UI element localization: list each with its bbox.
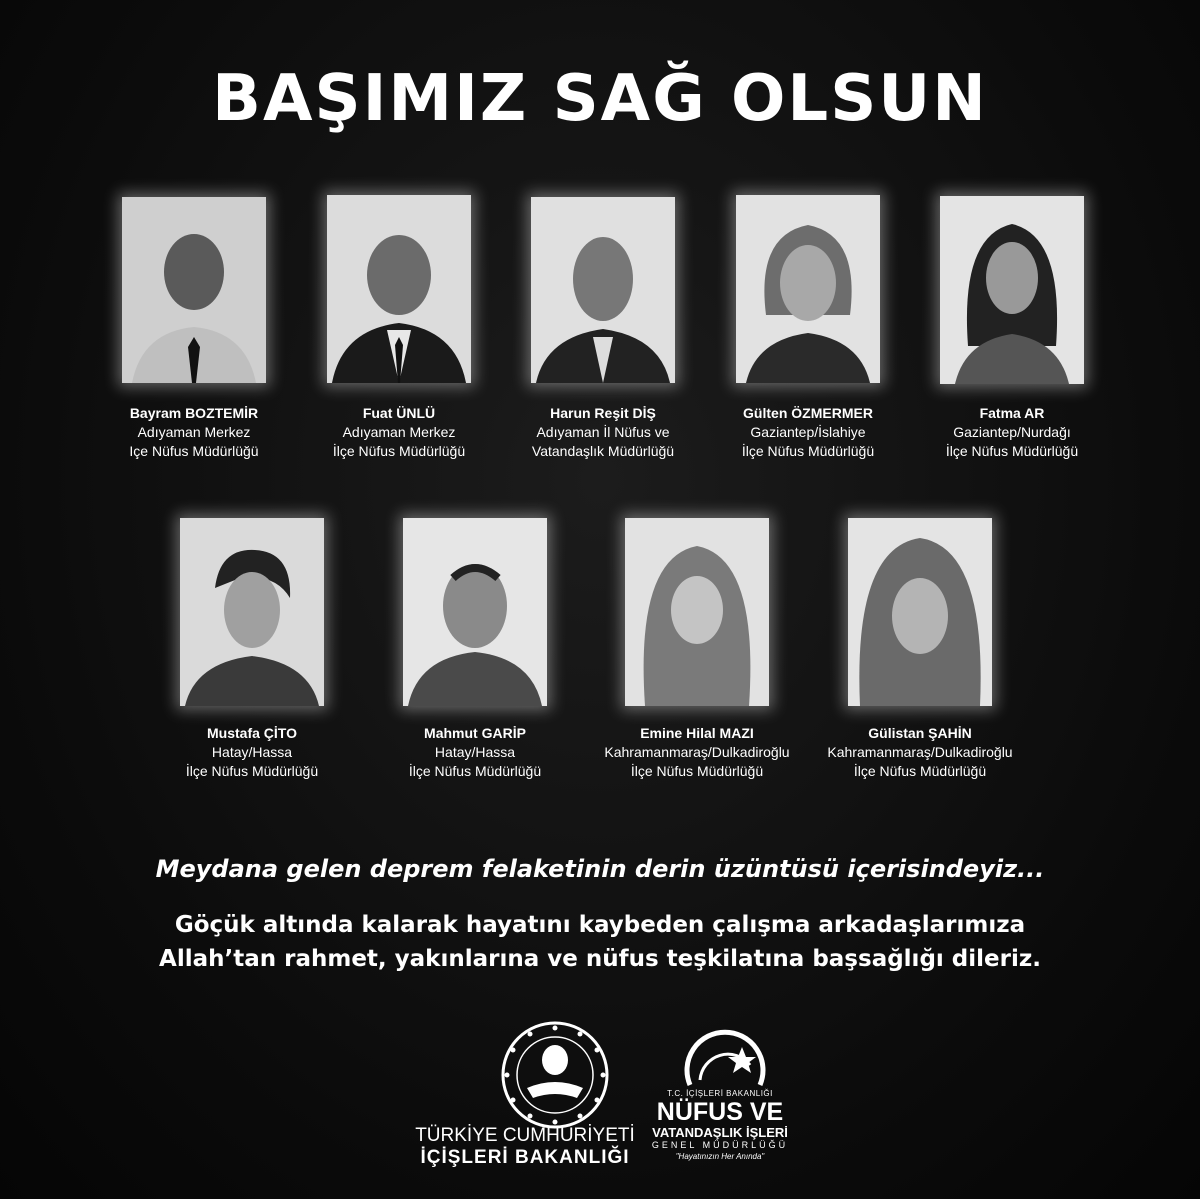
person-name: Emine Hilal MAZI xyxy=(640,725,754,741)
portrait-photo xyxy=(122,197,266,383)
page-title: BAŞIMIZ SAĞ OLSUN xyxy=(212,62,988,136)
portrait-photo xyxy=(848,518,992,706)
person-location: Adıyaman Merkez xyxy=(137,424,251,440)
person-location: Kahramanmaraş/Dulkadiroğlu xyxy=(604,744,790,760)
ministry-line: TÜRKİYE CUMHURİYETİ xyxy=(415,1125,635,1146)
portrait-image xyxy=(848,518,992,706)
directorate-main: NÜFUS VE xyxy=(656,1098,784,1126)
person-office: İlçe Nüfus Müdürlüğü xyxy=(945,443,1079,459)
person-name: Fatma AR xyxy=(979,405,1045,421)
portrait-image xyxy=(403,518,547,706)
person-caption xyxy=(284,404,514,461)
person-location: Kahramanmaraş/Dulkadiroğlu xyxy=(827,744,1013,760)
person-caption xyxy=(137,724,367,781)
person-caption xyxy=(79,404,309,461)
portrait-image xyxy=(180,518,324,706)
person-office: İlçe Nüfus Müdürlüğü xyxy=(853,763,987,779)
person-location: Adıyaman Merkez xyxy=(342,424,456,440)
portrait-image xyxy=(940,196,1084,384)
person-location: Gaziantep/İslahiye xyxy=(750,424,866,440)
portrait-photo xyxy=(403,518,547,706)
portrait-image xyxy=(122,197,266,383)
person-caption xyxy=(897,404,1127,461)
person-name: Bayram BOZTEMİR xyxy=(129,405,259,421)
person-office: Vatandaşlık Müdürlüğü xyxy=(531,443,675,459)
portrait-photo xyxy=(180,518,324,706)
person-office: İlçe Nüfus Müdürlüğü xyxy=(408,763,542,779)
person-office: İlçe Nüfus Müdürlüğü xyxy=(741,443,875,459)
portrait-photo xyxy=(531,197,675,383)
person-caption xyxy=(360,724,590,781)
person-office: İlçe Nüfus Müdürlüğü xyxy=(185,763,319,779)
person-caption xyxy=(582,724,812,781)
person-office: Içe Nüfus Müdürlüğü xyxy=(129,443,259,459)
condolence-line: Göçük altında kalarak hayatını kaybeden çalışma arkadaşlarımıza xyxy=(174,912,1026,938)
person-name: Gülistan ŞAHİN xyxy=(868,725,972,741)
directorate-top: T.C. İÇİŞLERİ BAKANLIĞI xyxy=(667,1089,773,1098)
person-name: Fuat ÜNLÜ xyxy=(362,405,436,421)
portrait-photo xyxy=(625,518,769,706)
directorate-dept: GENEL MÜDÜRLÜĞÜ xyxy=(651,1140,789,1150)
condolence-message xyxy=(0,908,1200,976)
person-name: Mustafa ÇİTO xyxy=(207,725,297,741)
person-name: Gülten ÖZMERMER xyxy=(743,405,873,421)
person-name: Mahmut GARİP xyxy=(424,725,526,741)
portrait-image xyxy=(327,195,471,383)
condolence-line: Allah’tan rahmet, yakınlarına ve nüfus teşkilatına başsağlığı dileriz. xyxy=(159,946,1041,972)
person-caption xyxy=(488,404,718,461)
portrait-image xyxy=(625,518,769,706)
person-office: İlçe Nüfus Müdürlüğü xyxy=(630,763,764,779)
portrait-image xyxy=(531,197,675,383)
portrait-image xyxy=(736,195,880,383)
directorate-name xyxy=(640,1090,800,1161)
person-location: Gaziantep/Nurdağı xyxy=(953,424,1071,440)
portrait-photo xyxy=(736,195,880,383)
person-location: Hatay/Hassa xyxy=(434,744,516,760)
portrait-photo xyxy=(940,196,1084,384)
person-location: Hatay/Hassa xyxy=(211,744,293,760)
portrait-photo xyxy=(327,195,471,383)
person-name: Harun Reşit DİŞ xyxy=(550,405,656,421)
person-location: Adıyaman İl Nüfus ve xyxy=(536,424,670,440)
ministry-line: İÇİŞLERİ BAKANLIĞI xyxy=(420,1147,630,1168)
person-caption xyxy=(805,724,1035,781)
directorate-motto: "Hayatınızın Her Anında" xyxy=(675,1152,765,1161)
person-office: İlçe Nüfus Müdürlüğü xyxy=(332,443,466,459)
condolence-headline: Meydana gelen deprem felaketinin derin üzüntüsü içerisindeyiz... xyxy=(155,855,1045,883)
directorate-sub: VATANDAŞLIK İŞLERİ xyxy=(652,1125,788,1140)
person-caption xyxy=(693,404,923,461)
ministry-name xyxy=(405,1125,645,1169)
